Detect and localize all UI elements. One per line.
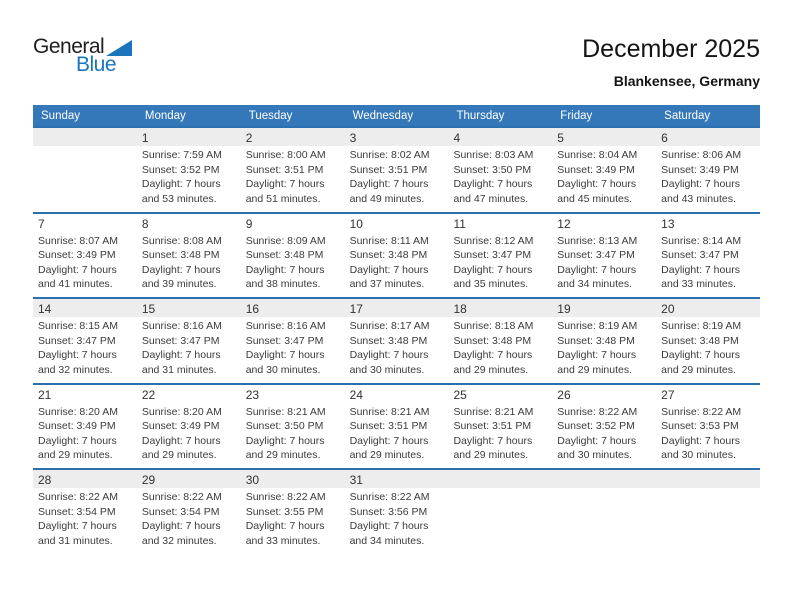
day-cell-empty	[448, 470, 552, 554]
sunset-text: Sunset: 3:49 PM	[557, 163, 635, 176]
daylight1-text: Daylight: 7 hours	[141, 178, 221, 190]
sunrise-text: Sunrise: 8:22 AM	[661, 405, 742, 418]
daylight2-text: and 30 minutes.	[661, 449, 736, 461]
sunset-text: Sunset: 3:48 PM	[245, 249, 324, 261]
sunrise-text: Sunrise: 8:22 AM	[38, 491, 118, 503]
daylight1-text: Daylight: 7 hours	[141, 349, 221, 361]
day-cell	[552, 214, 656, 298]
daylight2-text: and 29 minutes.	[661, 363, 736, 376]
sunset-text: Sunset: 3:51 PM	[453, 420, 532, 432]
daylight1-text: Daylight: 7 hours	[453, 434, 533, 447]
daylight1-text: Daylight: 7 hours	[245, 520, 325, 532]
day-cell	[345, 470, 449, 554]
daylight2-text: and 30 minutes.	[557, 449, 633, 461]
day-details	[345, 488, 449, 552]
sunrise-text: Sunrise: 8:21 AM	[453, 405, 534, 418]
daylight2-text: and 34 minutes.	[557, 278, 633, 290]
day-details	[241, 232, 345, 296]
daylight1-text: Daylight: 7 hours	[349, 349, 429, 361]
day-cell	[33, 385, 137, 469]
daylight2-text: and 29 minutes.	[141, 449, 217, 461]
daylight2-text: and 31 minutes.	[38, 534, 113, 547]
daylight1-text: Daylight: 7 hours	[38, 434, 117, 447]
day-number: 27	[661, 387, 675, 402]
logo-text-general: General	[33, 35, 105, 58]
sunset-text: Sunset: 3:47 PM	[661, 249, 739, 261]
day-number: 25	[453, 387, 467, 402]
daylight1-text: Daylight: 7 hours	[349, 434, 429, 447]
day-cell	[448, 128, 552, 212]
weekday-header	[33, 105, 760, 126]
day-cell	[137, 299, 241, 383]
daylight1-text: Daylight: 7 hours	[661, 349, 740, 361]
daylight2-text: and 45 minutes.	[557, 192, 633, 205]
day-number: 1	[137, 128, 241, 146]
sunrise-text: Sunrise: 8:22 AM	[245, 491, 326, 503]
day-number: 11	[453, 216, 466, 231]
sunset-text: Sunset: 3:49 PM	[141, 420, 220, 432]
sunset-text: Sunset: 3:53 PM	[661, 420, 739, 432]
daylight1-text: Daylight: 7 hours	[453, 178, 533, 190]
sunset-text: Sunset: 3:55 PM	[245, 505, 324, 518]
weekday-label-sunday: Sunday	[41, 109, 81, 122]
day-number: 9	[245, 216, 253, 231]
daylight1-text: Daylight: 7 hours	[141, 520, 221, 532]
daylight1-text: Daylight: 7 hours	[245, 349, 325, 361]
sunset-text: Sunset: 3:47 PM	[245, 334, 324, 347]
daylight2-text: and 29 minutes.	[453, 449, 529, 461]
day-number: 26	[557, 387, 571, 402]
day-details	[241, 403, 345, 467]
day-number: 21	[38, 387, 52, 402]
day-details	[448, 232, 552, 296]
daylight2-text: and 31 minutes.	[141, 363, 217, 376]
sunrise-text: Sunrise: 8:08 AM	[141, 234, 222, 247]
day-number: 20	[656, 299, 760, 317]
day-cell	[448, 299, 552, 383]
day-details	[448, 403, 552, 467]
sunset-text: Sunset: 3:51 PM	[349, 420, 428, 432]
week-row	[33, 126, 760, 212]
daylight1-text: Daylight: 7 hours	[661, 178, 740, 190]
sunset-text: Sunset: 3:52 PM	[141, 163, 220, 176]
daylight2-text: and 29 minutes.	[38, 449, 113, 461]
general-blue-logo	[33, 36, 163, 74]
day-number: 18	[448, 299, 552, 317]
daylight2-text: and 38 minutes.	[245, 278, 321, 290]
location-subtitle: Blankensee, Germany	[613, 73, 760, 89]
daylight1-text: Daylight: 7 hours	[557, 434, 637, 447]
sunrise-text: Sunrise: 8:14 AM	[661, 234, 742, 247]
day-cell	[137, 385, 241, 469]
day-details	[137, 488, 241, 552]
day-number: 6	[656, 128, 760, 146]
day-details	[448, 317, 552, 381]
daylight2-text: and 29 minutes.	[349, 449, 425, 461]
daylight1-text: Daylight: 7 hours	[453, 263, 533, 276]
day-details	[345, 232, 449, 296]
day-number: 31	[345, 470, 449, 488]
sunset-text: Sunset: 3:48 PM	[349, 249, 428, 261]
day-details	[33, 232, 137, 296]
day-cell	[345, 299, 449, 383]
day-details	[552, 146, 656, 210]
day-cell	[448, 385, 552, 469]
daylight1-text: Daylight: 7 hours	[38, 349, 117, 361]
day-details	[241, 146, 345, 210]
daylight1-text: Daylight: 7 hours	[245, 263, 325, 276]
sunrise-text: Sunrise: 8:12 AM	[453, 234, 534, 247]
sunrise-text: Sunrise: 8:15 AM	[38, 320, 118, 332]
day-details	[656, 403, 760, 467]
weekday-label-tuesday: Tuesday	[248, 109, 293, 122]
daylight2-text: and 30 minutes.	[245, 363, 321, 376]
daylight2-text: and 34 minutes.	[349, 534, 425, 547]
day-details	[137, 403, 241, 467]
day-number: 3	[345, 128, 449, 146]
day-number: 12	[557, 216, 571, 231]
page-title: December 2025	[582, 35, 760, 63]
daylight1-text: Daylight: 7 hours	[141, 263, 221, 276]
daylight2-text: and 37 minutes.	[349, 278, 425, 290]
sunset-text: Sunset: 3:52 PM	[557, 420, 635, 432]
title-block	[582, 34, 760, 89]
sunset-text: Sunset: 3:48 PM	[141, 249, 220, 261]
day-details	[552, 403, 656, 467]
day-number	[552, 470, 656, 488]
day-details	[33, 488, 137, 552]
sunrise-text: Sunrise: 8:16 AM	[141, 320, 222, 332]
day-cell	[241, 385, 345, 469]
sunset-text: Sunset: 3:48 PM	[661, 334, 739, 347]
day-cell	[241, 214, 345, 298]
sunset-text: Sunset: 3:47 PM	[557, 249, 635, 261]
day-cell	[552, 128, 656, 212]
day-number: 24	[349, 387, 363, 402]
day-details	[656, 232, 760, 296]
daylight2-text: and 29 minutes.	[453, 363, 529, 376]
sunset-text: Sunset: 3:51 PM	[245, 163, 324, 176]
sunset-text: Sunset: 3:56 PM	[349, 505, 428, 518]
sunrise-text: Sunrise: 8:04 AM	[557, 149, 638, 161]
day-details	[552, 232, 656, 296]
calendar-table	[33, 105, 760, 554]
day-cell	[137, 214, 241, 298]
day-cell-empty	[552, 470, 656, 554]
daylight1-text: Daylight: 7 hours	[349, 520, 429, 532]
day-cell	[241, 470, 345, 554]
daylight1-text: Daylight: 7 hours	[349, 263, 429, 276]
sunset-text: Sunset: 3:54 PM	[38, 505, 116, 518]
day-number: 4	[448, 128, 552, 146]
day-details	[33, 403, 137, 467]
sunset-text: Sunset: 3:49 PM	[38, 420, 116, 432]
sunrise-text: Sunrise: 8:20 AM	[141, 405, 222, 418]
day-cell	[33, 470, 137, 554]
sunrise-text: Sunrise: 8:11 AM	[349, 234, 429, 247]
sunset-text: Sunset: 3:49 PM	[38, 249, 116, 261]
sunset-text: Sunset: 3:50 PM	[245, 420, 324, 432]
daylight2-text: and 49 minutes.	[349, 192, 425, 205]
day-cell	[137, 470, 241, 554]
day-cell	[345, 128, 449, 212]
sunrise-text: Sunrise: 8:00 AM	[245, 149, 326, 161]
day-cell-empty	[656, 470, 760, 554]
sunset-text: Sunset: 3:51 PM	[349, 163, 428, 176]
day-cell	[656, 128, 760, 212]
sunrise-text: Sunrise: 8:17 AM	[349, 320, 430, 332]
day-details	[656, 146, 760, 210]
day-details	[241, 488, 345, 552]
day-number	[448, 470, 552, 488]
day-number: 7	[38, 216, 45, 231]
daylight2-text: and 41 minutes.	[38, 278, 113, 290]
day-cell	[345, 385, 449, 469]
sunset-text: Sunset: 3:50 PM	[453, 163, 532, 176]
sunrise-text: Sunrise: 8:09 AM	[245, 234, 326, 247]
sunrise-text: Sunrise: 8:22 AM	[349, 491, 430, 503]
daylight2-text: and 33 minutes.	[661, 278, 736, 290]
sunrise-text: Sunrise: 8:20 AM	[38, 405, 118, 418]
day-number	[656, 470, 760, 488]
sunrise-text: Sunrise: 8:13 AM	[557, 234, 638, 247]
sunset-text: Sunset: 3:48 PM	[453, 334, 532, 347]
sunset-text: Sunset: 3:47 PM	[141, 334, 220, 347]
day-number	[33, 128, 137, 146]
day-cell	[137, 128, 241, 212]
sunrise-text: Sunrise: 8:07 AM	[38, 234, 118, 247]
day-number: 5	[552, 128, 656, 146]
sunset-text: Sunset: 3:48 PM	[349, 334, 428, 347]
day-number: 8	[141, 216, 149, 231]
sunset-text: Sunset: 3:47 PM	[453, 249, 532, 261]
daylight1-text: Daylight: 7 hours	[453, 349, 533, 361]
week-row	[33, 383, 760, 469]
day-cell	[345, 214, 449, 298]
day-number: 14	[33, 299, 137, 317]
weekday-label-saturday: Saturday	[664, 109, 711, 122]
day-number: 13	[661, 216, 675, 231]
calendar-weeks	[33, 126, 760, 554]
sunrise-text: Sunrise: 8:18 AM	[453, 320, 534, 332]
daylight2-text: and 51 minutes.	[245, 192, 321, 205]
day-number: 10	[349, 216, 363, 231]
daylight2-text: and 43 minutes.	[661, 192, 736, 205]
day-details	[137, 317, 241, 381]
day-cell	[241, 128, 345, 212]
day-number: 16	[241, 299, 345, 317]
day-details	[137, 232, 241, 296]
sunset-text: Sunset: 3:47 PM	[38, 334, 116, 347]
daylight1-text: Daylight: 7 hours	[557, 263, 637, 276]
day-details	[345, 317, 449, 381]
sunrise-text: Sunrise: 8:19 AM	[557, 320, 638, 332]
day-details	[137, 146, 241, 210]
daylight1-text: Daylight: 7 hours	[349, 178, 429, 190]
day-details	[33, 317, 137, 381]
weekday-label-wednesday: Wednesday	[352, 109, 414, 122]
day-details	[552, 317, 656, 381]
week-row	[33, 468, 760, 554]
day-cell	[552, 385, 656, 469]
logo-text-blue: Blue	[76, 53, 117, 76]
day-number: 2	[241, 128, 345, 146]
daylight1-text: Daylight: 7 hours	[141, 434, 221, 447]
daylight2-text: and 53 minutes.	[141, 192, 217, 205]
daylight2-text: and 39 minutes.	[141, 278, 217, 290]
weekday-label-monday: Monday	[144, 109, 186, 122]
day-number: 30	[241, 470, 345, 488]
day-cell	[33, 299, 137, 383]
daylight1-text: Daylight: 7 hours	[557, 178, 637, 190]
daylight1-text: Daylight: 7 hours	[38, 520, 117, 532]
day-details	[345, 403, 449, 467]
daylight2-text: and 30 minutes.	[349, 363, 425, 376]
day-cell	[656, 214, 760, 298]
daylight1-text: Daylight: 7 hours	[245, 178, 325, 190]
day-cell	[448, 214, 552, 298]
daylight1-text: Daylight: 7 hours	[245, 434, 325, 447]
daylight1-text: Daylight: 7 hours	[557, 349, 637, 361]
sunrise-text: Sunrise: 8:03 AM	[453, 149, 534, 161]
weekday-label-thursday: Thursday	[456, 109, 505, 122]
sunset-text: Sunset: 3:49 PM	[661, 163, 739, 176]
daylight2-text: and 32 minutes.	[141, 534, 217, 547]
daylight2-text: and 29 minutes.	[245, 449, 321, 461]
day-number: 19	[552, 299, 656, 317]
week-row	[33, 297, 760, 383]
daylight1-text: Daylight: 7 hours	[661, 263, 740, 276]
day-cell-empty	[33, 128, 137, 212]
day-number: 29	[137, 470, 241, 488]
day-number: 28	[33, 470, 137, 488]
sunrise-text: Sunrise: 8:16 AM	[245, 320, 326, 332]
daylight2-text: and 33 minutes.	[245, 534, 321, 547]
sunrise-text: Sunrise: 8:06 AM	[661, 149, 742, 161]
sunrise-text: Sunrise: 8:21 AM	[349, 405, 430, 418]
day-cell	[241, 299, 345, 383]
sunrise-text: Sunrise: 8:22 AM	[141, 491, 222, 503]
day-details	[241, 317, 345, 381]
daylight2-text: and 32 minutes.	[38, 363, 113, 376]
weekday-label-friday: Friday	[560, 109, 593, 122]
day-number: 23	[245, 387, 260, 402]
day-cell	[552, 299, 656, 383]
daylight1-text: Daylight: 7 hours	[38, 263, 117, 276]
sunset-text: Sunset: 3:54 PM	[141, 505, 220, 518]
day-details	[448, 146, 552, 210]
day-cell	[656, 385, 760, 469]
daylight2-text: and 47 minutes.	[453, 192, 529, 205]
sunrise-text: Sunrise: 8:02 AM	[349, 149, 430, 161]
day-cell	[656, 299, 760, 383]
day-number: 22	[141, 387, 156, 402]
day-number: 15	[137, 299, 241, 317]
sunrise-text: Sunrise: 8:21 AM	[245, 405, 326, 418]
sunrise-text: Sunrise: 8:19 AM	[661, 320, 742, 332]
daylight2-text: and 29 minutes.	[557, 363, 633, 376]
day-details	[345, 146, 449, 210]
day-number: 17	[345, 299, 449, 317]
daylight2-text: and 35 minutes.	[453, 278, 529, 290]
week-row	[33, 212, 760, 298]
daylight1-text: Daylight: 7 hours	[661, 434, 740, 447]
day-details	[656, 317, 760, 381]
sunset-text: Sunset: 3:48 PM	[557, 334, 635, 347]
day-cell	[33, 214, 137, 298]
sunrise-text: Sunrise: 7:59 AM	[141, 149, 222, 161]
sunrise-text: Sunrise: 8:22 AM	[557, 405, 638, 418]
